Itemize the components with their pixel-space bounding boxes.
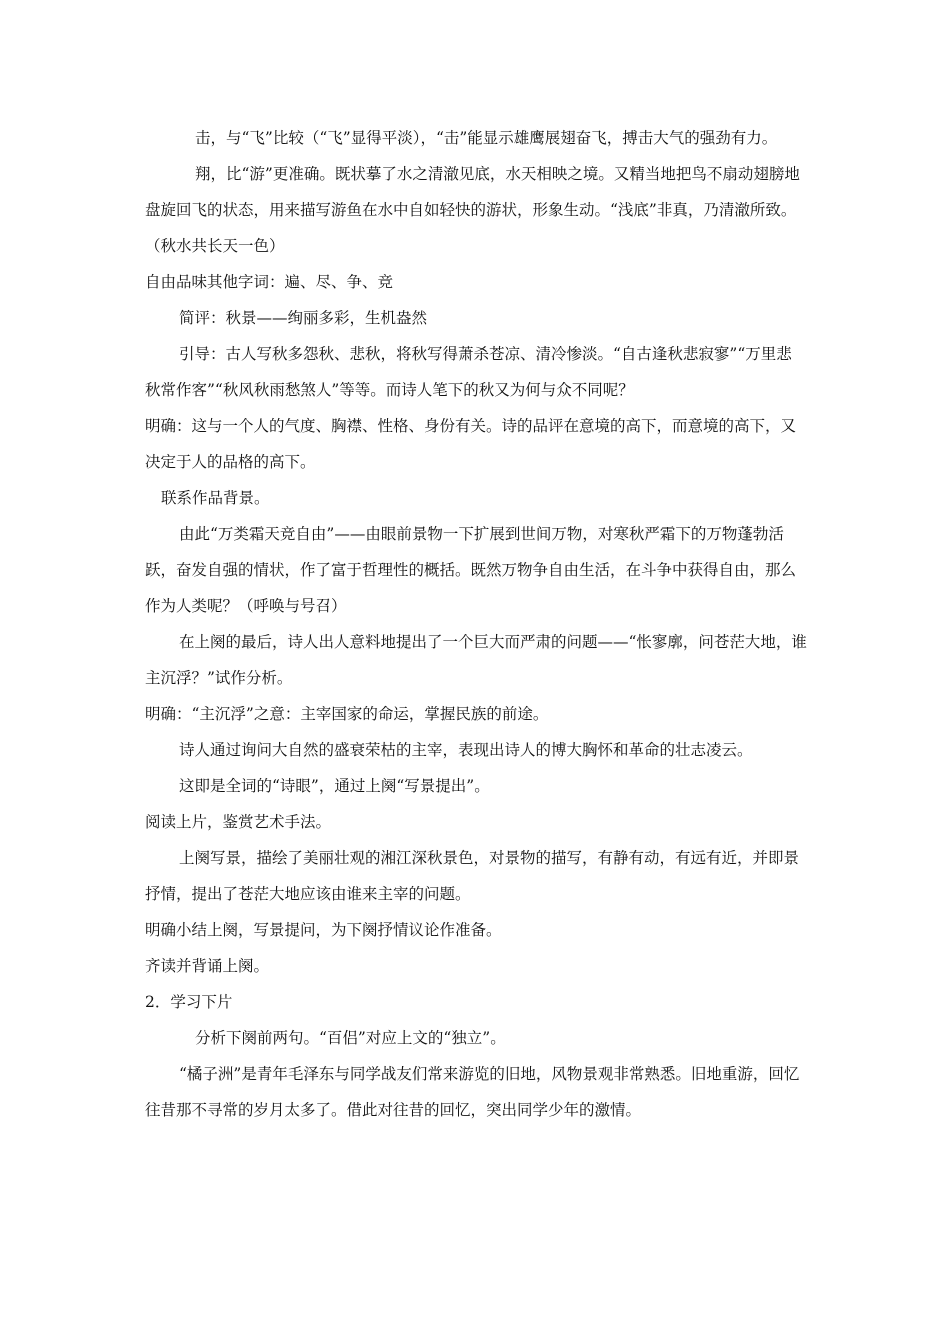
paragraph: 击，与“飞”比较（“飞”显得平淡），“击”能显示雄鹰展翅奋飞，搏击大气的强劲有力。 [195, 129, 778, 147]
paragraph: 诗人通过询问大自然的盛衰荣枯的主宰，表现出诗人的博大胸怀和革命的壮志凌云。 [179, 741, 753, 759]
paragraph: 分析下阕前两句。“百侣”对应上文的“独立”。 [195, 1029, 506, 1047]
paragraph: 齐读并背诵上阕。 [145, 957, 270, 975]
paragraph: 由此“万类霜天竞自由”——由眼前景物一下扩展到世间万物，对寒秋严霜下的万物蓬勃活跃，奋发自强的情状，作了富于哲理性的概括。既然万物争自由生活，在斗争中获得自由，那么作为人类呢？（呼唤与号召） [145, 525, 797, 615]
paragraph: “橘子洲”是青年毛泽东与同学战友们常来游览的旧地，风物景观非常熟悉。旧地重游，回忆往昔那不寻常的岁月太多了。借此对往昔的回忆，突出同学少年的激情。 [145, 1065, 800, 1119]
paragraph: 上阕写景，描绘了美丽壮观的湘江深秋景色，对景物的描写，有静有动，有远有近，并即景抒情，提出了苍茫大地应该由谁来主宰的问题。 [145, 849, 800, 903]
paragraph: 阅读上片，鉴赏艺术手法。 [145, 813, 332, 831]
paragraph: 明确：“主沉浮”之意：主宰国家的命运，掌握民族的前途。 [145, 705, 549, 723]
paragraph: 明确：这与一个人的气度、胸襟、性格、身份有关。诗的品评在意境的高下，而意境的高下，又决定于人的品格的高下。 [145, 417, 797, 471]
paragraph: 明确小结上阕，写景提问，为下阕抒情议论作准备。 [145, 921, 502, 939]
document-body [145, 120, 807, 1128]
paragraph: 引导：古人写秋多怨秋、悲秋，将秋写得萧杀苍凉、清冷惨淡。“自古逢秋悲寂寥”“万里悲秋常作客”“秋风秋雨愁煞人”等等。而诗人笔下的秋又为何与众不同呢？ [145, 345, 792, 399]
paragraph: 这即是全词的“诗眼”，通过上阕“写景提出”。 [179, 777, 490, 795]
paragraph: 简评：秋景——绚丽多彩，生机盎然 [179, 309, 428, 327]
paragraph: 自由品味其他字词：遍、尽、争、竞 [145, 273, 394, 291]
paragraph: 在上阕的最后，诗人出人意料地提出了一个巨大而严肃的问题——“怅寥廓，问苍茫大地，谁主沉浮？”试作分析。 [145, 633, 807, 687]
paragraph: 翔，比“游”更准确。既状摹了水之清澈见底，水天相映之境。又精当地把鸟不扇动翅膀地盘旋回飞的状态，用来描写游鱼在水中自如轻快的游状，形象生动。“浅底”非真，乃清澈所致。（秋水共长天一色） [145, 165, 800, 255]
section-heading: 2．学习下片 [145, 993, 233, 1011]
paragraph: 联系作品背景。 [161, 489, 270, 507]
